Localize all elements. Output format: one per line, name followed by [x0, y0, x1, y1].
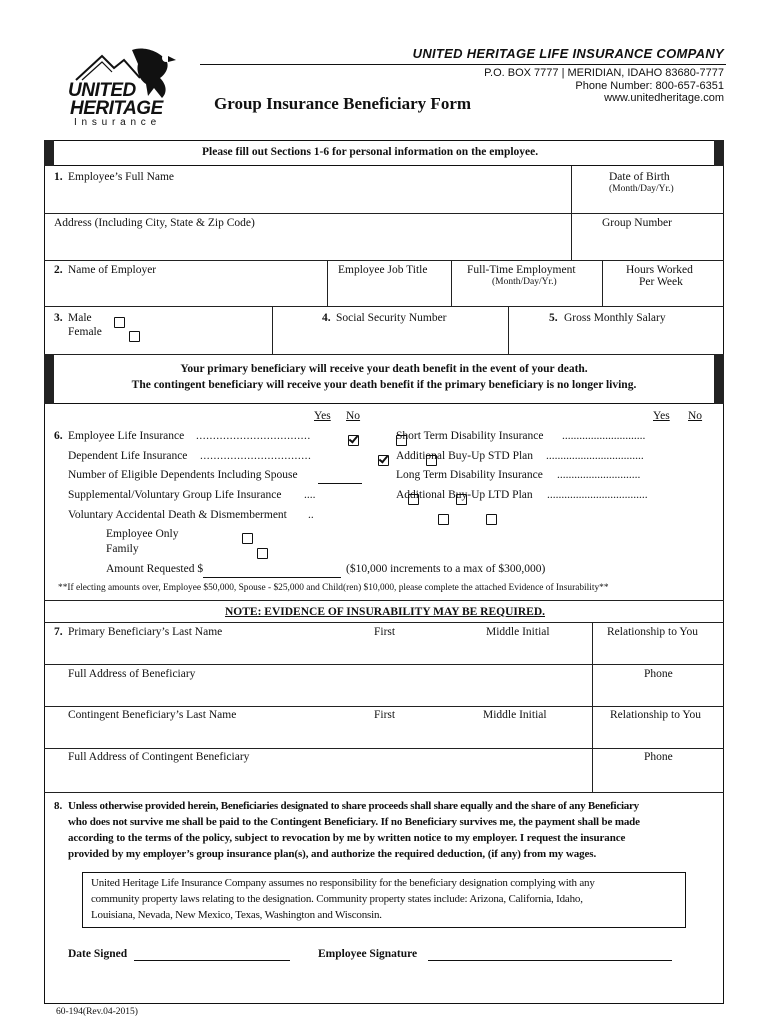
- contingent-last-name-label: Contingent Beneficiary’s Last Name: [68, 709, 237, 721]
- dot-leader: .............................: [557, 469, 641, 481]
- fulltime-format: (Month/Day/Yr.): [492, 277, 557, 287]
- section3-number: 3.: [54, 312, 63, 324]
- male-label: Male: [68, 312, 92, 324]
- primary-first-label: First: [374, 626, 396, 638]
- dot-leader: .............................: [562, 430, 646, 442]
- fulltime-date-field[interactable]: [453, 290, 601, 304]
- contingent-relationship-field[interactable]: [594, 725, 721, 745]
- section8-line-3: according to the terms of the policy, subject to revocation by me by written notice to my employer. I request the insurance: [68, 832, 626, 844]
- section8-line-4: provided by my employer’s group insurance plan(s), and authorize the required deduction, (if any) from my wages.: [68, 848, 597, 860]
- date-signed-label: Date Signed: [68, 948, 128, 960]
- contingent-address-field[interactable]: [46, 768, 590, 790]
- std-buyup-label: Additional Buy-Up STD Plan: [396, 450, 534, 462]
- primary-last-name-label: Primary Beneficiary’s Last Name: [68, 626, 223, 638]
- community-property-disclaimer: [82, 872, 686, 928]
- employee-signature-field[interactable]: [428, 948, 672, 961]
- dot-leader: ..: [308, 509, 314, 521]
- hours-field[interactable]: [604, 290, 722, 304]
- eoi-note: **If electing amounts over, Employee $50,000, Spouse - $25,000 and Child(ren) $10,000, please complete the attached Evidence of Insurability**: [58, 583, 609, 593]
- female-label: Female: [68, 326, 102, 338]
- add-label: Voluntary Accidental Death & Dismemberment: [68, 509, 287, 521]
- employee-only-label: Employee Only: [106, 528, 179, 540]
- family-label: Family: [106, 543, 139, 555]
- female-checkbox[interactable]: [129, 331, 140, 342]
- dob-field[interactable]: [573, 196, 721, 212]
- ltd-label: Long Term Disability Insurance: [396, 469, 543, 481]
- amount-requested-label: Amount Requested $: [106, 563, 204, 575]
- logo-insurance: I n s u r a n c e: [74, 117, 158, 128]
- logo-heritage: HERITAGE: [70, 98, 163, 119]
- company-phone: Phone Number: 800-657-6351: [575, 80, 724, 92]
- section4-number: 4.: [322, 312, 331, 324]
- contingent-relationship-label: Relationship to You: [610, 709, 702, 721]
- eoi-heading: NOTE: EVIDENCE OF INSURABILITY MAY BE REQUIRED.: [224, 606, 546, 618]
- dob-format: (Month/Day/Yr.): [609, 184, 674, 194]
- add-no-checkbox[interactable]: [486, 514, 497, 525]
- contingent-address-label: Full Address of Contingent Beneficiary: [68, 751, 250, 763]
- amount-requested-field[interactable]: [203, 563, 341, 578]
- primary-first-field[interactable]: [350, 642, 470, 662]
- left-yes-header: Yes: [314, 410, 331, 422]
- amount-note: ($10,000 increments to a max of $300,000): [346, 563, 546, 575]
- header-rule: [200, 64, 726, 65]
- salary-field[interactable]: [510, 330, 721, 350]
- job-title-label: Employee Job Title: [338, 264, 428, 276]
- section8-line-1: Unless otherwise provided herein, Beneficiaries designated to share proceeds shall share equally and the share of any Beneficiary: [68, 800, 639, 812]
- company-address: P.O. BOX 7777 | MERIDIAN, IDAHO 83680-7777: [484, 67, 724, 79]
- right-yes-header: Yes: [653, 410, 670, 422]
- section5-number: 5.: [549, 312, 558, 324]
- dot-leader: ..................................: [546, 450, 644, 462]
- beneficiary-notice-box: [44, 354, 724, 404]
- salary-label: Gross Monthly Salary: [564, 312, 666, 324]
- form-number: 60-194(Rev.04-2015): [56, 1007, 138, 1017]
- employee-only-checkbox[interactable]: [242, 533, 253, 544]
- employer-field[interactable]: [46, 284, 326, 304]
- section7-number: 7.: [54, 626, 63, 638]
- primary-relationship-label: Relationship to You: [607, 626, 699, 638]
- right-no-header: No: [688, 410, 703, 422]
- supplemental-life-label: Supplemental/Voluntary Group Life Insurance: [68, 489, 282, 501]
- disclaimer-line-3: Louisiana, Nevada, New Mexico, Texas, Washington and Wisconsin.: [91, 909, 382, 921]
- section8-line-2: who does not survive me shall be paid to the Contingent Beneficiary. If no Beneficiary survives me, the payment shall be made: [68, 816, 640, 828]
- ssn-field[interactable]: [274, 330, 506, 350]
- family-checkbox[interactable]: [257, 548, 268, 559]
- notice-line-1: Your primary beneficiary will receive your death benefit in the event of your death.: [180, 363, 588, 375]
- employee-signature-label: Employee Signature: [318, 948, 418, 960]
- notice-line-2: The contingent beneficiary will receive your death benefit if the primary beneficiary is no longer living.: [131, 379, 637, 391]
- dob-label: Date of Birth: [609, 171, 670, 183]
- employee-name-label: Employee’s Full Name: [68, 171, 175, 183]
- primary-middle-label: Middle Initial: [486, 626, 550, 638]
- contingent-phone-label: Phone: [644, 751, 673, 763]
- ssn-label: Social Security Number: [336, 312, 447, 324]
- dot-leader: ...................................: [547, 489, 648, 501]
- hours-label-1: Hours Worked: [626, 264, 693, 276]
- disclaimer-line-1: United Heritage Life Insurance Company assumes no responsibility for the beneficiary designation complying with any: [91, 877, 595, 889]
- contingent-first-label: First: [374, 709, 396, 721]
- contingent-first-field[interactable]: [350, 725, 470, 745]
- contingent-middle-label: Middle Initial: [483, 709, 547, 721]
- primary-last-name-field[interactable]: [46, 642, 346, 662]
- primary-phone-field[interactable]: [594, 684, 721, 704]
- section6-number: 6.: [54, 430, 63, 442]
- ltd-buyup-label: Additional Buy-Up LTD Plan: [396, 489, 533, 501]
- employer-label: Name of Employer: [68, 264, 157, 276]
- primary-address-label: Full Address of Beneficiary: [68, 668, 196, 680]
- disclaimer-line-2: community property laws relating to the designation. Community property states include: Arizona, California, Idaho,: [91, 893, 583, 905]
- dot-leader: .................................: [200, 450, 312, 462]
- company-website: www.unitedheritage.com: [604, 92, 724, 104]
- employee-life-label: Employee Life Insurance: [68, 430, 185, 442]
- job-title-field[interactable]: [329, 284, 450, 304]
- instructions-bar: [44, 140, 724, 166]
- dot-leader: ..................................: [196, 430, 311, 442]
- eligible-dependents-field[interactable]: [318, 469, 362, 484]
- group-number-label: Group Number: [602, 217, 672, 229]
- section8-number: 8.: [54, 800, 63, 812]
- address-field[interactable]: [46, 236, 570, 258]
- contingent-middle-field[interactable]: [474, 725, 590, 745]
- add-yes-checkbox[interactable]: [438, 514, 449, 525]
- section2-number: 2.: [54, 264, 63, 276]
- primary-phone-label: Phone: [644, 668, 673, 680]
- date-signed-field[interactable]: [134, 948, 290, 961]
- dot-leader: ....: [304, 489, 316, 501]
- primary-relationship-field[interactable]: [594, 642, 721, 662]
- group-number-field[interactable]: [573, 236, 721, 258]
- employee-name-field[interactable]: [46, 196, 570, 212]
- company-name: UNITED HERITAGE LIFE INSURANCE COMPANY: [412, 46, 724, 61]
- contingent-phone-field[interactable]: [594, 768, 721, 790]
- fulltime-label: Full-Time Employment: [467, 264, 576, 276]
- male-checkbox[interactable]: [114, 317, 125, 328]
- employee-life-yes-checkbox[interactable]: [348, 435, 359, 446]
- dependent-life-yes-checkbox[interactable]: [378, 455, 389, 466]
- std-label: Short Term Disability Insurance: [396, 430, 544, 442]
- primary-address-field[interactable]: [46, 684, 590, 704]
- address-label: Address (Including City, State & Zip Code): [54, 217, 255, 229]
- form-title: Group Insurance Beneficiary Form: [214, 94, 472, 113]
- eligible-dependents-label: Number of Eligible Dependents Including Spouse: [68, 469, 298, 481]
- left-no-header: No: [346, 410, 361, 422]
- section1-number: 1.: [54, 171, 63, 183]
- instructions-text: Please fill out Sections 1-6 for personal information on the employee.: [202, 146, 539, 158]
- dependent-life-label: Dependent Life Insurance: [68, 450, 188, 462]
- logo-united: UNITED: [68, 80, 136, 101]
- contingent-last-name-field[interactable]: [46, 725, 346, 745]
- company-logo: [62, 44, 182, 130]
- primary-middle-field[interactable]: [474, 642, 590, 662]
- hours-label-2: Per Week: [639, 276, 683, 288]
